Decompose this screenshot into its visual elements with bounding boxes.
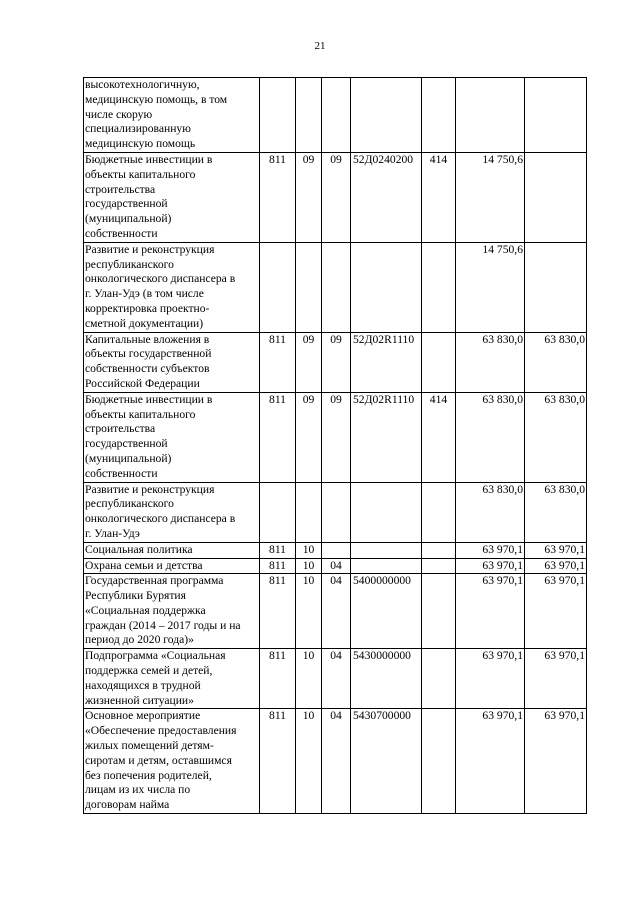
cell-vr (422, 482, 456, 542)
cell-sum1: 63 970,1 (456, 649, 525, 709)
cell-csr: 5430700000 (351, 709, 422, 814)
table-row (84, 242, 587, 332)
cell-rz: 10 (296, 709, 322, 814)
cell-name: Социальная политика (84, 542, 260, 558)
cell-gr: 811 (260, 152, 296, 242)
cell-pr: 04 (322, 709, 351, 814)
cell-csr (351, 558, 422, 574)
cell-sum1: 63 970,1 (456, 709, 525, 814)
cell-gr (260, 482, 296, 542)
cell-vr (422, 332, 456, 392)
cell-gr (260, 242, 296, 332)
table-row (84, 558, 587, 574)
cell-vr (422, 78, 456, 153)
cell-csr: 5430000000 (351, 649, 422, 709)
cell-gr: 811 (260, 574, 296, 649)
cell-csr (351, 78, 422, 153)
cell-name: Развитие и реконструкция республиканского онкологического диспансера в г. Улан-Удэ (в том числе корректировка проектно- сметной документации) (84, 242, 260, 332)
cell-vr (422, 542, 456, 558)
cell-rz (296, 482, 322, 542)
cell-pr (322, 242, 351, 332)
cell-pr: 09 (322, 152, 351, 242)
cell-rz: 10 (296, 574, 322, 649)
cell-sum1: 63 970,1 (456, 558, 525, 574)
cell-sum1: 14 750,6 (456, 152, 525, 242)
cell-name: Развитие и реконструкция республиканского онкологического диспансера в г. Улан-Удэ (84, 482, 260, 542)
cell-gr: 811 (260, 649, 296, 709)
cell-sum2: 63 830,0 (525, 332, 587, 392)
cell-gr: 811 (260, 332, 296, 392)
cell-vr (422, 649, 456, 709)
cell-name: Бюджетные инвестиции в объекты капитального строительства государственной (муниципальной) собственности (84, 152, 260, 242)
cell-gr (260, 78, 296, 153)
cell-sum1 (456, 78, 525, 153)
cell-csr (351, 542, 422, 558)
cell-rz: 09 (296, 152, 322, 242)
cell-csr: 52Д02R1110 (351, 332, 422, 392)
page-number: 21 (314, 40, 326, 52)
cell-gr: 811 (260, 392, 296, 482)
cell-sum2: 63 970,1 (525, 558, 587, 574)
cell-sum2: 63 830,0 (525, 482, 587, 542)
cell-name: Бюджетные инвестиции в объекты капитального строительства государственной (муниципальной) собственности (84, 392, 260, 482)
cell-gr: 811 (260, 709, 296, 814)
cell-pr (322, 482, 351, 542)
cell-sum2 (525, 242, 587, 332)
cell-rz (296, 78, 322, 153)
cell-sum2: 63 970,1 (525, 574, 587, 649)
cell-pr: 04 (322, 558, 351, 574)
table-row (84, 542, 587, 558)
cell-name: Основное мероприятие «Обеспечение предоставления жилых помещений детям- сиротам и детям, оставшимся без попечения родителей, лицам из их числа по договорам найма (84, 709, 260, 814)
cell-pr (322, 542, 351, 558)
cell-pr: 04 (322, 649, 351, 709)
cell-name: Государственная программа Республики Бурятия «Социальная поддержка граждан (2014 – 2017 годы и на период до 2020 года)» (84, 574, 260, 649)
cell-sum2 (525, 78, 587, 153)
cell-rz: 09 (296, 332, 322, 392)
cell-sum1: 63 830,0 (456, 482, 525, 542)
cell-csr: 52Д0240200 (351, 152, 422, 242)
cell-csr (351, 482, 422, 542)
cell-name: Подпрограмма «Социальная поддержка семей и детей, находящихся в трудной жизненной ситуации» (84, 649, 260, 709)
cell-vr (422, 242, 456, 332)
cell-name: Капитальные вложения в объекты государственной собственности субъектов Российской Федерации (84, 332, 260, 392)
table-row (84, 649, 587, 709)
cell-pr (322, 78, 351, 153)
cell-rz: 10 (296, 542, 322, 558)
cell-pr: 09 (322, 332, 351, 392)
cell-sum2: 63 970,1 (525, 542, 587, 558)
cell-vr (422, 558, 456, 574)
cell-rz (296, 242, 322, 332)
table-row (84, 574, 587, 649)
cell-vr (422, 709, 456, 814)
table-row (84, 152, 587, 242)
cell-pr: 09 (322, 392, 351, 482)
cell-name: Охрана семьи и детства (84, 558, 260, 574)
cell-gr: 811 (260, 542, 296, 558)
cell-rz: 10 (296, 558, 322, 574)
cell-sum2: 63 970,1 (525, 709, 587, 814)
cell-vr: 414 (422, 392, 456, 482)
budget-table (83, 77, 587, 814)
cell-vr (422, 574, 456, 649)
cell-rz: 09 (296, 392, 322, 482)
cell-sum2: 63 970,1 (525, 649, 587, 709)
cell-vr: 414 (422, 152, 456, 242)
cell-sum1: 63 830,0 (456, 392, 525, 482)
cell-gr: 811 (260, 558, 296, 574)
cell-name: высокотехнологичную, медицинскую помощь, в том числе скорую специализированную медицинскую помощь (84, 78, 260, 153)
table-row (84, 392, 587, 482)
cell-rz: 10 (296, 649, 322, 709)
table-row (84, 78, 587, 153)
table-row (84, 482, 587, 542)
cell-sum2: 63 830,0 (525, 392, 587, 482)
cell-sum2 (525, 152, 587, 242)
cell-sum1: 63 970,1 (456, 542, 525, 558)
cell-csr (351, 242, 422, 332)
cell-csr: 52Д02R1110 (351, 392, 422, 482)
table-row (84, 332, 587, 392)
cell-sum1: 63 970,1 (456, 574, 525, 649)
cell-csr: 5400000000 (351, 574, 422, 649)
cell-sum1: 63 830,0 (456, 332, 525, 392)
cell-pr: 04 (322, 574, 351, 649)
cell-sum1: 14 750,6 (456, 242, 525, 332)
table-row (84, 709, 587, 814)
